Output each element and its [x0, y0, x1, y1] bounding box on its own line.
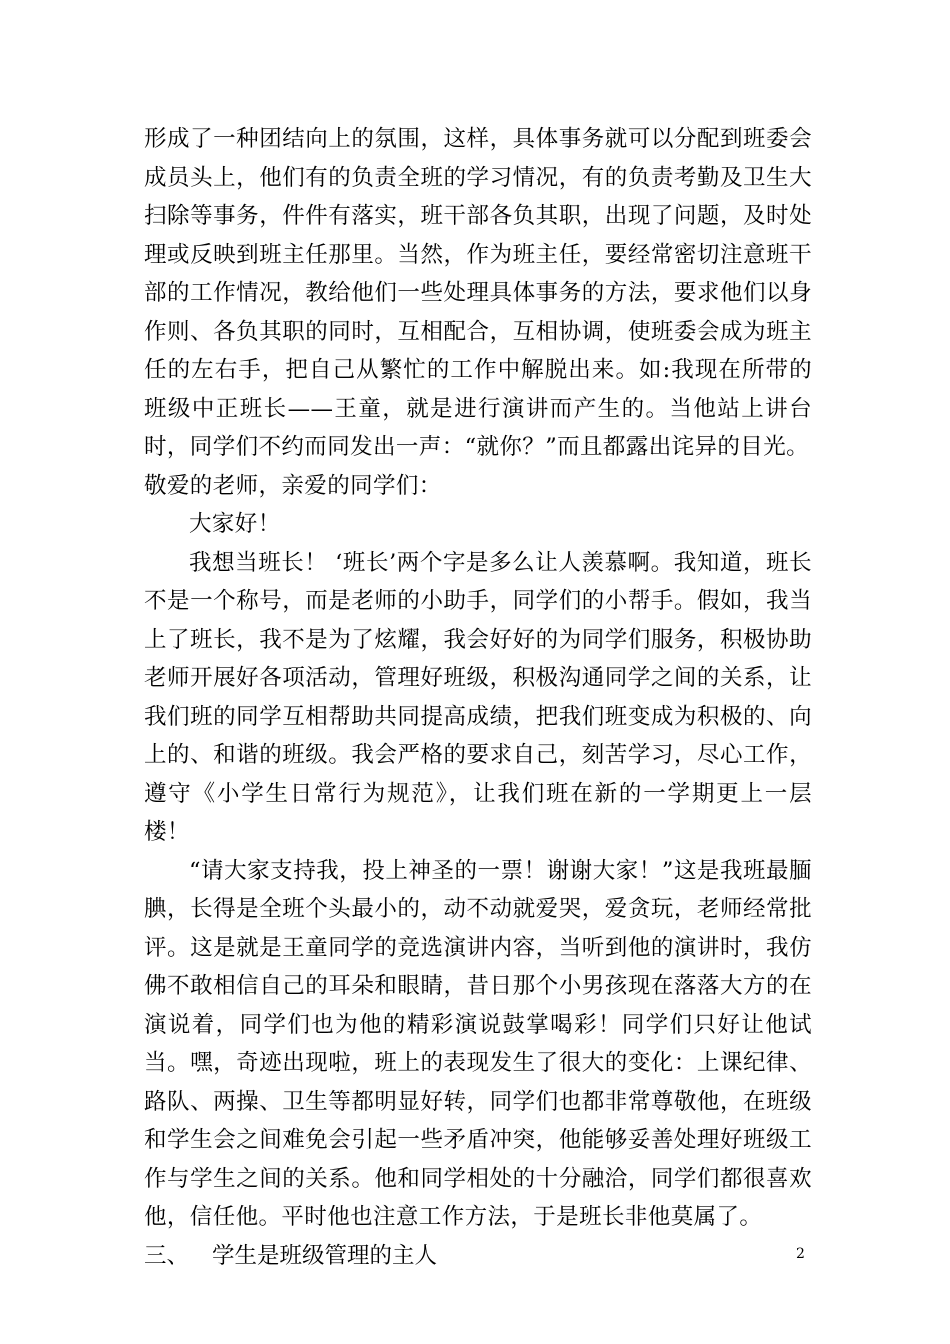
speech-paragraph: 我想当班长！ ‘班长’两个字是多么让人羡慕啊。我知道，班长不是一个称号，而是老师的小助手，同学们的小帮手。假如，我当上了班长，我不是为了炫耀，我会好好的为同学们服务，积极协助老师开展好各项活动，管理好班级，积极沟通同学之间的关系，让我们班的同学互相帮助共同提高成绩，把我们班变成为积极的、向上的、和谐的班级。我会严格的要求自己，刻苦学习，尽心工作，遵守《小学生日常行为规范》，让我们班在新的一学期更上一层楼！ — [144, 549, 812, 845]
salutation-line: 敬爱的老师，亲爱的同学们： — [144, 472, 442, 499]
greeting-line: 大家好！ — [189, 511, 281, 537]
section-title: 学生是班级管理的主人 — [212, 1242, 438, 1269]
section-number: 三、 — [144, 1242, 190, 1269]
document-body — [144, 120, 812, 1275]
section-heading — [144, 1237, 812, 1276]
page-number: 2 — [796, 1246, 805, 1262]
body-paragraph-1: 形成了一种团结向上的氛围，这样，具体事务就可以分配到班委会成员头上，他们有的负责全班的学习情况，有的负责考勤及卫生大扫除等事务，件件有落实，班干部各负其职，出现了问题，及时处理或反映到班主任那里。当然，作为班主任，要经常密切注意班干部的工作情况，教给他们一些处理具体事务的方法，要求他们以身作则、各负其职的同时，互相配合，互相协调，使班委会成为班主任的左右手，把自己从繁忙的工作中解脱出来。如:我现在所带的班级中正班长——王童，就是进行演讲而产生的。当他站上讲台时，同学们不约而同发出一声：“就你？”而且都露出诧异的目光。 — [144, 126, 812, 460]
body-paragraph-2: “请大家支持我，投上神圣的一票！谢谢大家！”这是我班最腼腆，长得是全班个头最小的，动不动就爱哭，爱贪玩，老师经常批评。这是就是王童同学的竞选演讲内容，当听到他的演讲时，我仿佛不敢相信自己的耳朵和眼睛，昔日那个小男孩现在落落大方的在演说着，同学们也为他的精彩演说鼓掌喝彩！同学们只好让他试当。嘿，奇迹出现啦，班上的表现发生了很大的变化：上课纪律、路队、两操、卫生等都明显好转，同学们也都非常尊敬他，在班级和学生会之间难免会引起一些矛盾冲突，他能够妥善处理好班级工作与学生之间的关系。他和同学相处的十分融洽，同学们都很喜欢他，信任他。平时他也注意工作方法，于是班长非他莫属了。 — [144, 857, 812, 1230]
